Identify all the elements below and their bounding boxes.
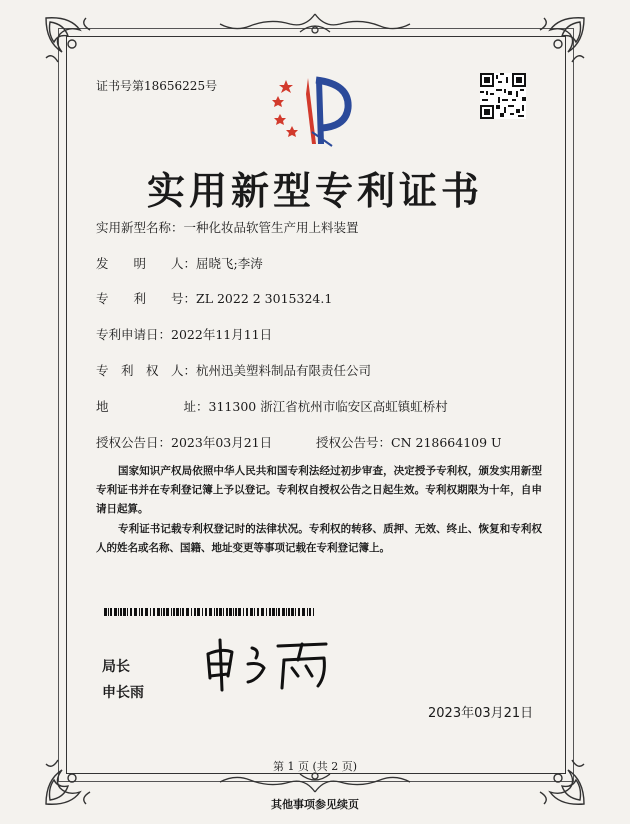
- field-patent-number: [96, 289, 332, 307]
- field-label: 发 明 人：: [96, 256, 197, 271]
- field-label: 授权公告日：: [96, 435, 172, 450]
- barcode: [104, 601, 314, 609]
- legal-paragraph-1: 国家知识产权局依照中华人民共和国专利法经过初步审查，决定授予专利权，颁发实用新型专利证书并在专利登记簿上予以登记。专利权自授权公告之日起生效。专利权期限为十年，自申请日起算。: [96, 465, 542, 515]
- field-value: 311300 浙江省杭州市临安区高虹镇虹桥村: [208, 399, 448, 414]
- field-grant-number: [316, 433, 502, 451]
- top-center-ornament: [200, 10, 430, 40]
- field-label: 地 址：: [96, 399, 209, 414]
- handwritten-signature: [198, 632, 338, 694]
- field-inventor: [96, 254, 263, 272]
- field-label: 授权公告号：: [316, 435, 392, 450]
- field-value: 2022年11月11日: [171, 327, 273, 342]
- field-patentee: [96, 361, 371, 379]
- field-filing-date: [96, 325, 272, 343]
- field-label: 专 利 权 人：: [96, 363, 197, 378]
- field-value: CN 218664109 U: [391, 435, 502, 450]
- footer-note: 其他事项参见续页: [271, 798, 359, 811]
- field-value: 屈晓飞;李涛: [196, 256, 263, 271]
- field-utility-model-name: [96, 218, 359, 236]
- legal-paragraph-2: 专利证书记载专利权登记时的法律状况。专利权的转移、质押、无效、终止、恢复和专利权人的姓名或名称、国籍、地址变更等事项记载在专利登记簿上。: [96, 523, 542, 554]
- cnipa-logo: [272, 74, 360, 148]
- field-label: 专利申请日：: [96, 327, 172, 342]
- page-number: 第 1 页 (共 2 页): [272, 760, 358, 773]
- qr-code: [480, 73, 526, 119]
- field-address: [96, 397, 448, 415]
- certificate-title: 实用新型专利证书: [146, 169, 483, 213]
- corner-ornament-top-right: [526, 12, 590, 76]
- sign-date: 2023年03月21日: [428, 706, 534, 721]
- field-value: ZL 2022 2 3015324.1: [196, 291, 333, 306]
- field-grant-date: [96, 433, 272, 451]
- field-value: 2023年03月21日: [171, 435, 273, 450]
- field-value: 杭州迅美塑料制品有限责任公司: [196, 363, 372, 378]
- field-value: 一种化妆品软管生产用上料装置: [183, 220, 359, 235]
- signatory-title: 局长: [102, 659, 130, 675]
- certificate-number: 证书号第18656225号: [96, 79, 218, 93]
- signatory-name: 申长雨: [102, 685, 144, 701]
- field-label: 实用新型名称：: [96, 220, 184, 235]
- corner-ornament-top-left: [40, 12, 104, 76]
- field-label: 专 利 号：: [96, 291, 197, 306]
